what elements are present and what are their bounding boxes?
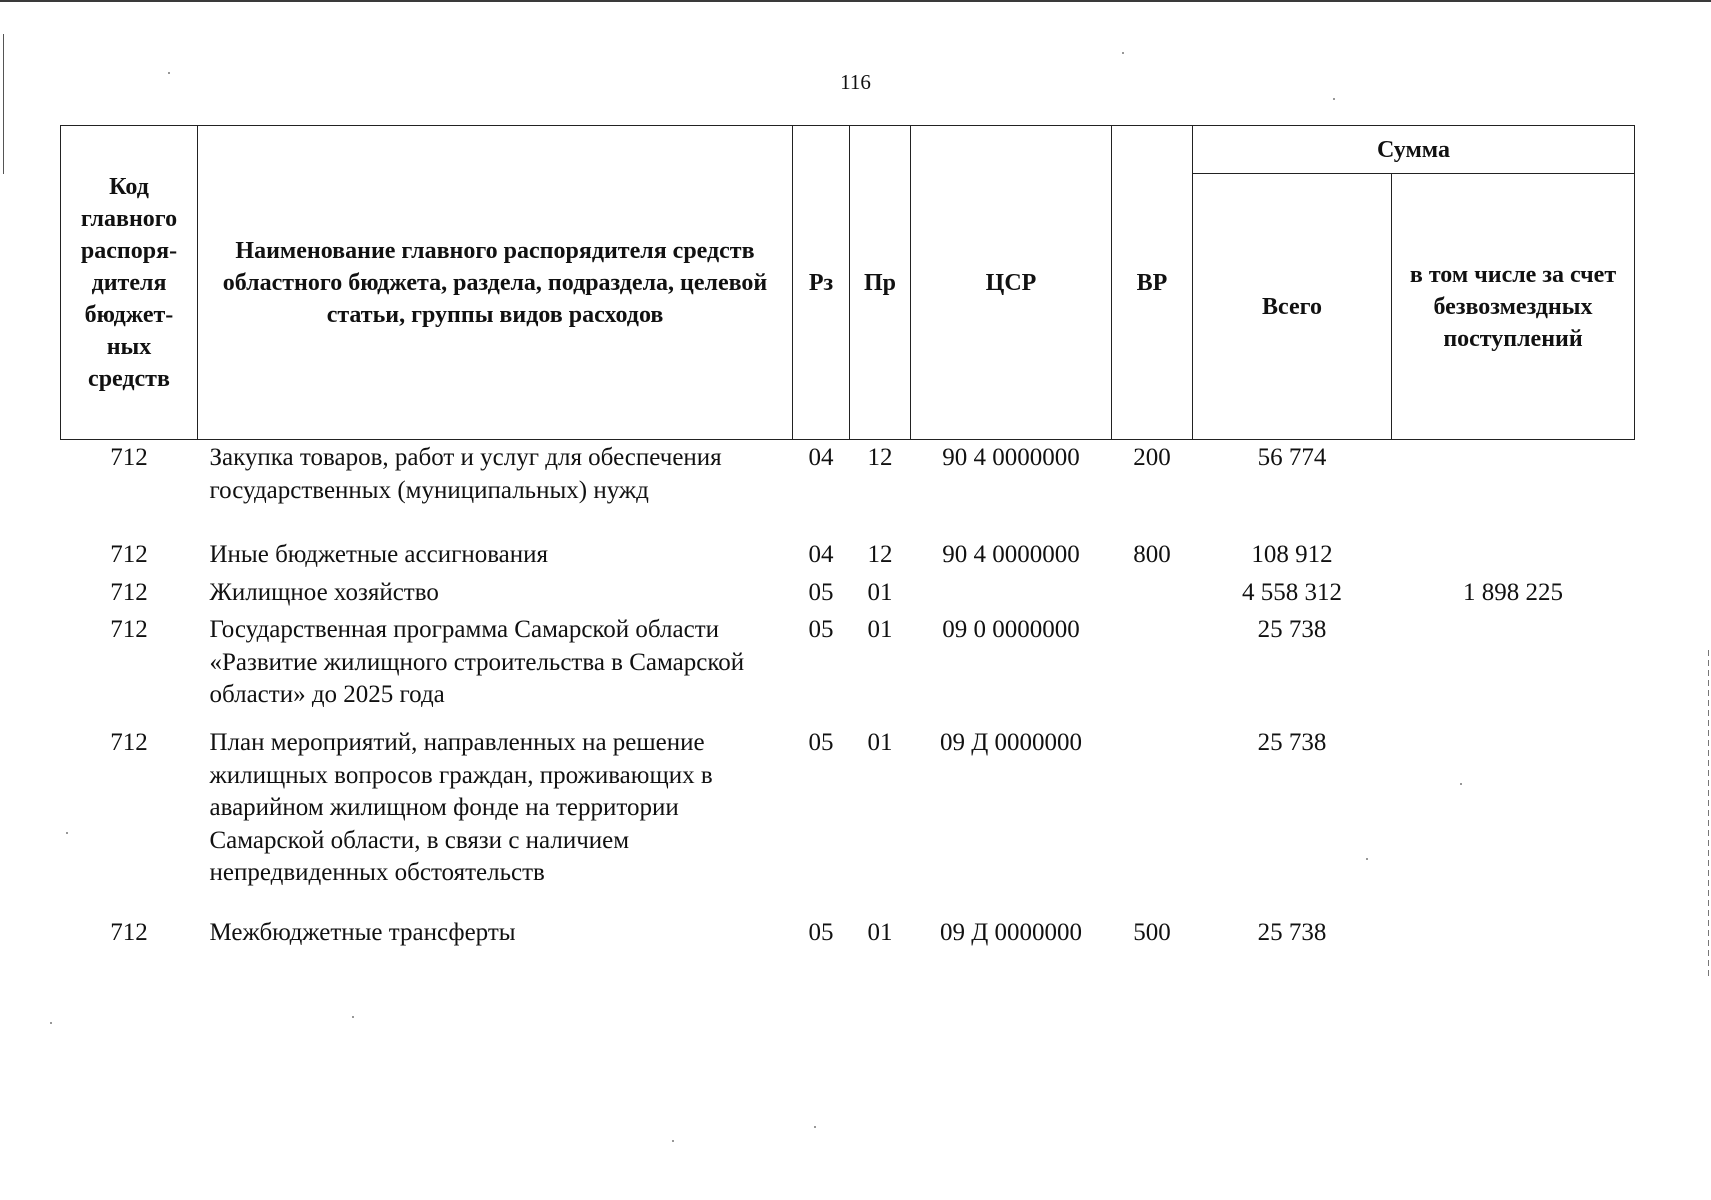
table-body	[61, 440, 1635, 958]
cell-pr: 12	[867, 444, 893, 471]
table-row	[61, 727, 1635, 917]
cell-total: 56 774	[1257, 444, 1327, 471]
cell-total: 25 738	[1257, 729, 1327, 756]
cell-rz: 04	[808, 444, 834, 471]
cell-total: 25 738	[1257, 919, 1327, 946]
cell-rz: 05	[808, 616, 834, 643]
cell-csr: 90 4 0000000	[942, 444, 1080, 471]
cell-rz: 04	[808, 541, 834, 568]
header-row-top	[61, 126, 1635, 174]
scan-speck	[672, 1140, 674, 1142]
header-pr: Пр	[850, 126, 911, 440]
cell-code: 712	[110, 541, 148, 568]
header-total: Всего	[1193, 174, 1392, 440]
table-row	[61, 577, 1635, 614]
table-row	[61, 440, 1635, 540]
cell-name: Закупка товаров, работ и услуг для обеспечения государственных (муниципальных) нужд	[209, 444, 722, 504]
scan-speck	[1122, 52, 1124, 54]
scan-speck	[352, 1016, 354, 1018]
cell-vr	[1112, 614, 1193, 727]
cell-total: 4 558 312	[1242, 579, 1342, 606]
page-number: 116	[840, 70, 871, 94]
cell-total: 25 738	[1257, 616, 1327, 643]
cell-rz: 05	[808, 919, 834, 946]
header-name: Наименование главного распорядителя средств областного бюджета, раздела, подраздела, целевой статьи, группы видов расходов	[198, 126, 793, 440]
cell-pr: 01	[867, 729, 893, 756]
header-code: Код главного распоря-дителя бюджет-ных средств	[61, 126, 198, 440]
cell-name: Межбюджетные трансферты	[209, 919, 516, 946]
cell-vr	[1112, 727, 1193, 917]
cell-rz: 05	[808, 729, 834, 756]
cell-vr: 200	[1133, 444, 1171, 471]
cell-free	[1392, 539, 1635, 577]
cell-name: Государственная программа Самарской области «Развитие жилищного строительства в Самарской области» до 2025 года	[209, 616, 745, 708]
header-csr: ЦСР	[911, 126, 1112, 440]
cell-pr: 12	[867, 541, 893, 568]
header-vr: ВР	[1112, 126, 1193, 440]
cell-name: Жилищное хозяйство	[209, 579, 439, 606]
cell-csr: 90 4 0000000	[942, 541, 1080, 568]
cell-rz: 05	[808, 579, 834, 606]
cell-code: 712	[110, 579, 148, 606]
budget-table	[60, 125, 1635, 957]
cell-pr: 01	[867, 919, 893, 946]
cell-code: 712	[110, 616, 148, 643]
cell-csr: 09 Д 0000000	[939, 729, 1083, 756]
scan-speck	[50, 1022, 52, 1024]
header-rz: Рз	[793, 126, 850, 440]
cell-vr	[1112, 577, 1193, 614]
table-row	[61, 917, 1635, 957]
cell-code: 712	[110, 919, 148, 946]
scan-speck	[1460, 783, 1462, 785]
header-free: в том числе за счет безвозмездных поступлений	[1392, 174, 1635, 440]
cell-vr: 800	[1133, 541, 1171, 568]
cell-csr: 09 0 0000000	[942, 616, 1080, 643]
page-top-border	[0, 0, 1711, 2]
table-row	[61, 614, 1635, 727]
scan-speck	[1333, 98, 1335, 100]
cell-total: 108 912	[1251, 541, 1333, 568]
scan-speck	[168, 72, 170, 74]
cell-vr: 500	[1133, 919, 1171, 946]
cell-free: 1 898 225	[1463, 579, 1563, 606]
page-right-border	[1708, 650, 1709, 980]
cell-code: 712	[110, 444, 148, 471]
header-sum: Сумма	[1193, 126, 1635, 174]
scan-speck	[66, 832, 68, 834]
cell-code: 712	[110, 729, 148, 756]
page-left-border	[3, 34, 4, 174]
cell-name: План мероприятий, направленных на решение жилищных вопросов граждан, проживающих в аварийном жилищном фонде на территории Самарской области, в связи с наличием непредвиденных обстоятельств	[209, 729, 713, 886]
scan-speck	[1366, 858, 1368, 860]
cell-csr	[911, 577, 1112, 614]
cell-free	[1392, 440, 1635, 540]
table-header	[61, 126, 1635, 440]
cell-free	[1392, 614, 1635, 727]
cell-pr: 01	[867, 616, 893, 643]
table-row	[61, 539, 1635, 577]
cell-free	[1392, 727, 1635, 917]
cell-csr: 09 Д 0000000	[939, 919, 1083, 946]
scan-speck	[814, 1126, 816, 1128]
cell-free	[1392, 917, 1635, 957]
cell-name: Иные бюджетные ассигнования	[209, 541, 549, 568]
cell-pr: 01	[867, 579, 893, 606]
